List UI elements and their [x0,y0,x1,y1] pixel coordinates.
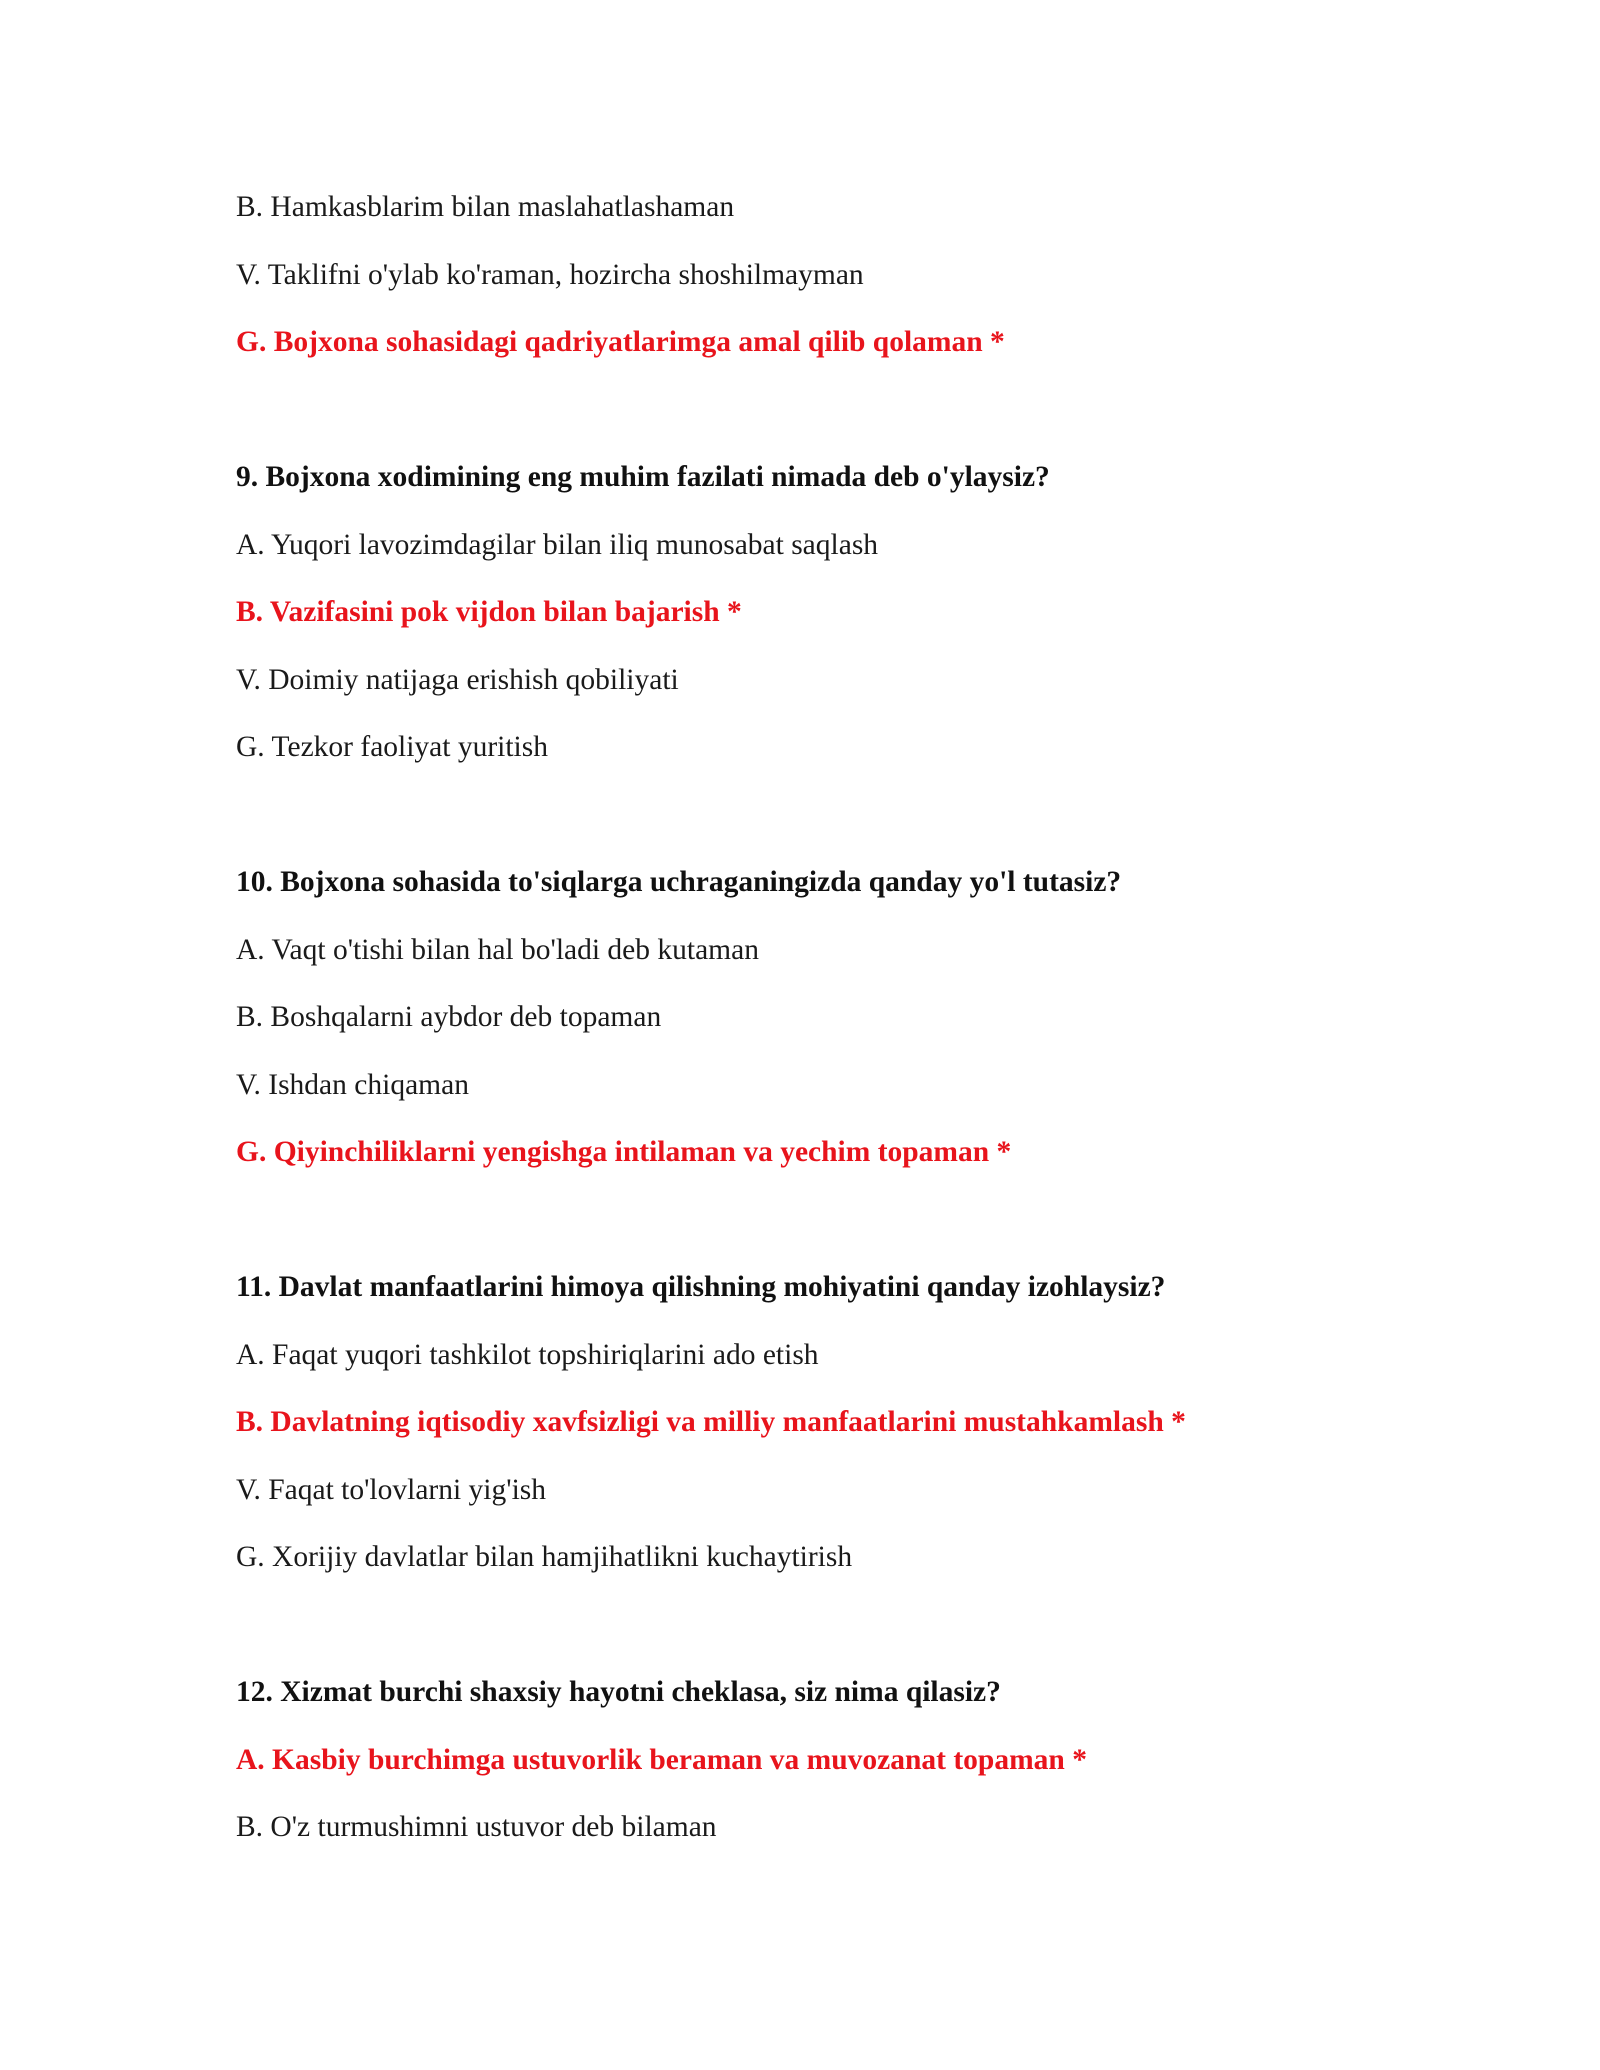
answer-option: V. Taklifni o'ylab ko'raman, hozircha shoshilmayman [236,259,864,291]
answer-option: V. Faqat to'lovlarni yig'ish [236,1474,546,1506]
answer-option: B. O'z turmushimni ustuvor deb bilaman [236,1811,717,1843]
answer-option: A. Yuqori lavozimdagilar bilan iliq munosabat saqlash [236,529,879,561]
answer-option: B. Hamkasblarim bilan maslahatlashaman [236,191,735,223]
question-heading: 11. Davlat manfaatlarini himoya qilishning mohiyatini qanday izohlaysiz? [236,1271,1166,1303]
correct-answer: B. Davlatning iqtisodiy xavfsizligi va milliy manfaatlarini mustahkamlash * [236,1406,1186,1438]
answer-option: G. Xorijiy davlatlar bilan hamjihatlikni kuchaytirish [236,1541,853,1573]
question-heading: 9. Bojxona xodimining eng muhim fazilati nimada deb o'ylaysiz? [236,461,1050,493]
answer-option: B. Boshqalarni aybdor deb topaman [236,1001,662,1033]
answer-option: A. Faqat yuqori tashkilot topshiriqlarini ado etish [236,1339,819,1371]
question-heading: 10. Bojxona sohasida to'siqlarga uchraganingizda qanday yo'l tutasiz? [236,866,1122,898]
answer-option: V. Doimiy natijaga erishish qobiliyati [236,664,679,696]
correct-answer: G. Bojxona sohasidagi qadriyatlarimga amal qilib qolaman * [236,326,1005,358]
answer-option: G. Tezkor faoliyat yuritish [236,731,548,763]
question-heading: 12. Xizmat burchi shaxsiy hayotni cheklasa, siz nima qilasiz? [236,1676,1001,1708]
correct-answer: G. Qiyinchiliklarni yengishga intilaman va yechim topaman * [236,1136,1012,1168]
answer-option: V. Ishdan chiqaman [236,1069,469,1101]
answer-option: A. Vaqt o'tishi bilan hal bo'ladi deb kutaman [236,934,759,966]
correct-answer: A. Kasbiy burchimga ustuvorlik beraman va muvozanat topaman * [236,1744,1087,1776]
correct-answer: B. Vazifasini pok vijdon bilan bajarish * [236,596,742,628]
